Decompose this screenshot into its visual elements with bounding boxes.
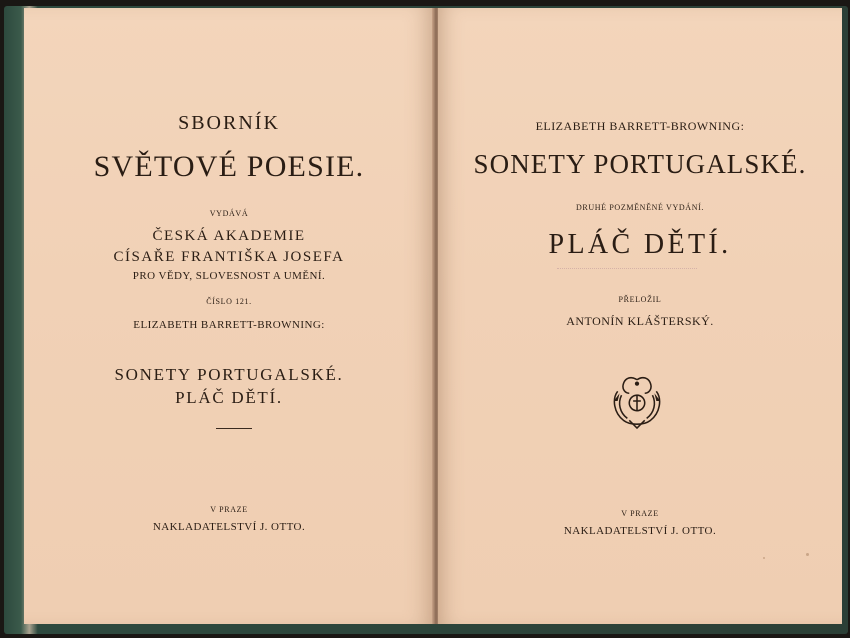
series-number: ČÍSLO 121. <box>206 297 252 306</box>
author-line: ELIZABETH BARRETT-BROWNING: <box>133 319 325 331</box>
second-title: PLÁČ DĚTÍ. <box>548 229 732 260</box>
main-title: SONETY PORTUGALSKÉ. <box>473 149 807 179</box>
paper-spot <box>763 557 765 559</box>
right-page <box>438 8 842 624</box>
imprint-city: V PRAZE <box>210 505 248 514</box>
translator-name: ANTONÍN KLÁŠTERSKÝ. <box>566 314 714 328</box>
publisher-intro: VYDÁVÁ <box>209 209 249 218</box>
paper-spot <box>806 553 809 556</box>
imprint-city: V PRAZE <box>621 509 659 518</box>
faded-stamp <box>557 268 697 277</box>
left-page <box>24 8 434 624</box>
author-line: ELIZABETH BARRETT-BROWNING: <box>535 119 745 133</box>
series-title-line1: SBORNÍK <box>178 112 280 134</box>
imprint-publisher: NAKLADATELSTVÍ J. OTTO. <box>563 525 717 537</box>
series-title-line2: SVĚTOVÉ POESIE. <box>93 150 365 183</box>
academy-line3: PRO VĚDY, SLOVESNOST A UMĚNÍ. <box>132 270 326 282</box>
edition-note: DRUHÉ POZMĚNĚNÉ VYDÁNÍ. <box>575 203 705 212</box>
academy-line1: ČESKÁ AKADEMIE <box>152 228 306 244</box>
title-line1: SONETY PORTUGALSKÉ. <box>114 365 344 384</box>
academy-line2: CÍSAŘE FRANTIŠKA JOSEFA <box>113 249 345 265</box>
separator-rule <box>216 428 252 429</box>
imprint-publisher: NAKLADATELSTVÍ J. OTTO. <box>152 521 306 533</box>
translated-by: PŘELOŽIL <box>618 295 662 304</box>
title-line2: PLÁČ DĚTÍ. <box>175 388 283 407</box>
publisher-emblem-icon <box>608 372 666 430</box>
